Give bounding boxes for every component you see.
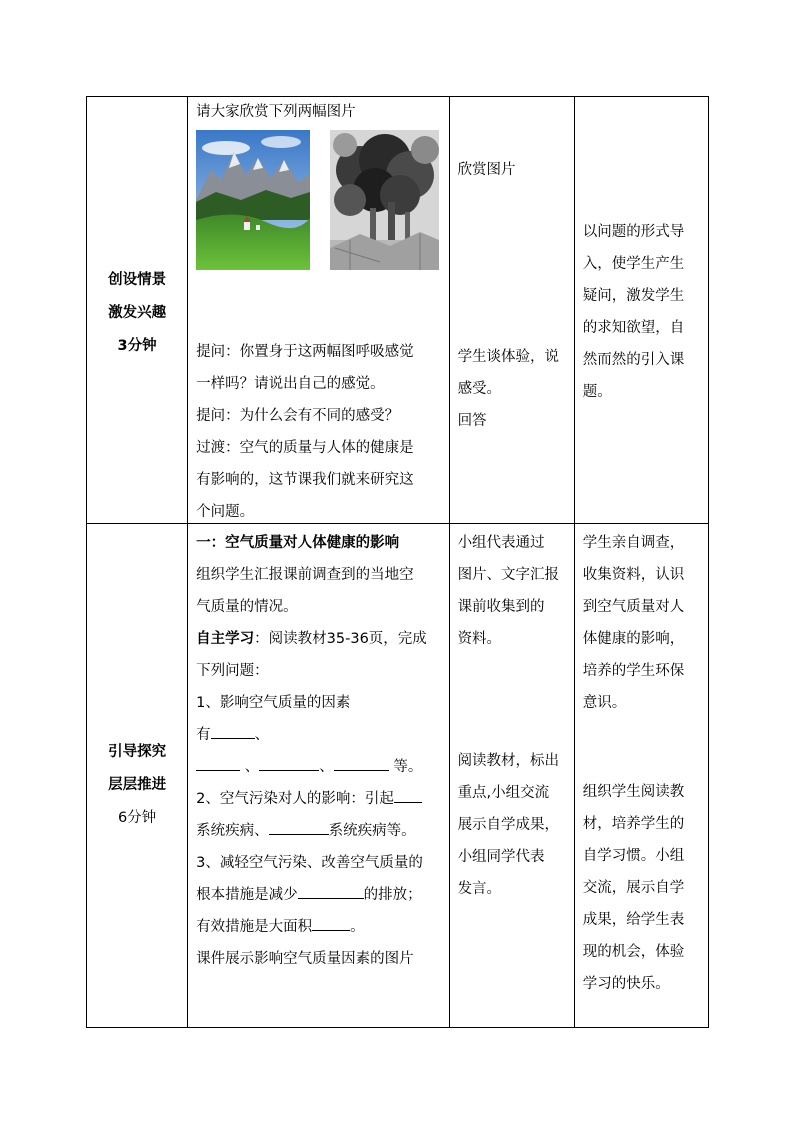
intent-line: 自学习惯。小组 [582, 848, 685, 864]
table-row-intro [87, 97, 709, 524]
student-line: 重点,小组交流 [457, 785, 550, 801]
section-heading: 一：空气质量对人体健康的影响 [196, 535, 400, 551]
teacher-line: 下列问题： [196, 663, 269, 679]
teacher-intro: 请大家欣赏下列两幅图片 [196, 104, 356, 120]
fill-blank [259, 756, 319, 771]
intent-line: 到空气质量对人 [582, 599, 685, 615]
student-activity-a: 欣赏图片 [457, 162, 516, 178]
fill-blank [312, 916, 350, 931]
design-intent-cell [574, 524, 708, 1028]
design-intent-cell [574, 97, 708, 524]
intent-line: 题。 [582, 384, 612, 400]
fill-blank [269, 820, 329, 835]
intent-line: 收集资料，认识 [582, 567, 685, 583]
stage-duration: 3分钟 [117, 338, 157, 354]
teacher-activity-cell [188, 524, 449, 1028]
fill-blank [334, 756, 389, 771]
intent-line: 的求知欲望，自 [582, 320, 685, 336]
intent-line: 然而然的引入课 [582, 352, 685, 368]
teacher-line: 课件展示影响空气质量因素的图片 [196, 951, 414, 967]
stage-title-line2: 层层推进 [108, 777, 167, 793]
intent-line: 成果，给学生表 [582, 912, 685, 928]
self-study-label: 自主学习 [196, 631, 255, 647]
question-3: 3、减轻空气污染、改善空气质量的 [196, 855, 423, 871]
intent-line: 体健康的影响， [582, 631, 685, 647]
question-1-blank-line-2: 、 、 等。 [196, 751, 446, 783]
student-line: 展示自学成果， [457, 817, 560, 833]
student-line: 阅读教材，标出 [457, 753, 560, 769]
question-1-blank-line: 有 、 [196, 719, 446, 751]
lesson-plan-table [86, 96, 709, 1028]
question-3b: 根本措施是减少 的排放； [196, 879, 446, 911]
teacher-transition-a: 过渡：空气的质量与人体的健康是 [196, 440, 414, 456]
intent-line: 交流，展示自学 [582, 880, 685, 896]
student-activity-b2: 感受。 [457, 381, 502, 397]
intent-line: 入，使学生产生 [582, 256, 685, 272]
intent-line: 意识。 [582, 695, 627, 711]
table-row-inquiry [87, 524, 709, 1028]
fill-blank [196, 756, 240, 771]
student-line: 课前收集到的 [457, 599, 545, 615]
intent-line: 以问题的形式导 [582, 224, 685, 240]
intent-line: 学生亲自调查， [582, 535, 685, 551]
teacher-question-1a: 提问：你置身于这两幅图呼吸感觉 [196, 344, 414, 360]
question-3c: 有效措施是大面积 。 [196, 911, 446, 943]
self-study-text: ：阅读教材35-36页，完成 [254, 631, 427, 647]
stage-title-line1: 引导探究 [108, 744, 167, 760]
teacher-transition-c: 个问题。 [196, 504, 255, 520]
teacher-question-2: 提问：为什么会有不同的感受？ [196, 408, 400, 424]
stage-cell [87, 97, 188, 524]
student-activity-cell [449, 524, 574, 1028]
student-activity-b3: 回答 [457, 413, 487, 429]
question-2: 2、空气污染对人的影响：引起 [196, 783, 446, 815]
student-activity-cell [449, 97, 574, 524]
self-study-line [196, 623, 446, 655]
student-line: 资料。 [457, 631, 502, 647]
fill-blank [298, 884, 364, 899]
stage-cell [87, 524, 188, 1028]
mountain-landscape-image [196, 130, 310, 270]
stage-title-line1: 创设情景 [108, 272, 167, 288]
student-line: 图片、文字汇报 [457, 567, 560, 583]
stage-title-line2: 激发兴趣 [108, 305, 167, 321]
intent-line: 学习的快乐。 [582, 976, 670, 992]
intent-line: 现的机会，体验 [582, 944, 685, 960]
teacher-line: 组织学生汇报课前调查到的当地空 [196, 567, 414, 583]
student-line: 发言。 [457, 881, 502, 897]
teacher-line: 气质量的情况。 [196, 599, 298, 615]
stage-duration: 6分钟 [117, 810, 157, 826]
teacher-transition-b: 有影响的，这节课我们就来研究这 [196, 472, 414, 488]
fill-blank [211, 724, 255, 739]
question-1: 1、影响空气质量的因素 [196, 695, 351, 711]
air-pollution-image [330, 130, 439, 270]
student-activity-b1: 学生谈体验，说 [457, 349, 560, 365]
intent-line: 培养的学生环保 [582, 663, 685, 679]
intent-line: 组织学生阅读教 [582, 784, 685, 800]
intent-line: 材，培养学生的 [582, 816, 685, 832]
intent-line: 疑问，激发学生 [582, 288, 685, 304]
question-2b: 系统疾病、 系统疾病等。 [196, 815, 446, 847]
teacher-question-1b: 一样吗？请说出自己的感觉。 [196, 376, 385, 392]
fill-blank [394, 788, 422, 803]
teacher-activity-cell [188, 97, 449, 524]
student-line: 小组同学代表 [457, 849, 545, 865]
student-line: 小组代表通过 [457, 535, 545, 551]
